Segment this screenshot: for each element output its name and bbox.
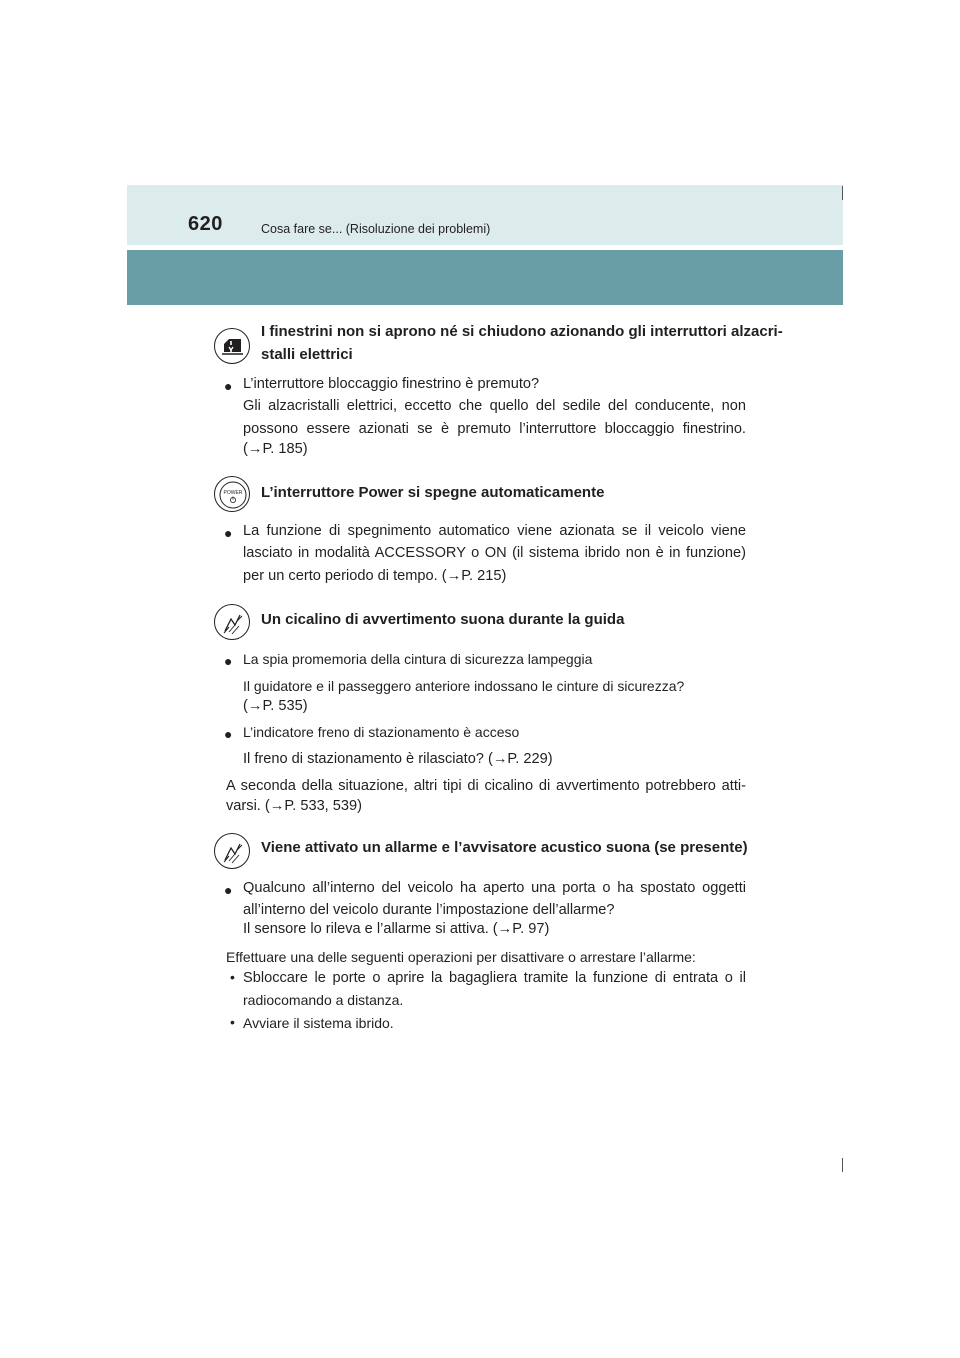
section2-title: L’interruttore Power si spegne automaticamente <box>261 484 605 501</box>
bullet-icon: ● <box>224 525 233 541</box>
warning-buzzer-icon <box>214 604 250 640</box>
section2-body-line3: per un certo periodo di tempo. (→P. 215) <box>243 568 507 584</box>
step-marker: • <box>230 969 235 985</box>
section3-bullet1-line1: Il guidatore e il passeggero anteriore indossano le cinture di sicurezza? <box>243 678 685 694</box>
section4-step1-line1: Sbloccare le porte o aprire la bagagliera tramite la funzione di entrata o il <box>243 970 746 986</box>
bullet-icon: ● <box>224 726 233 742</box>
section4-title: Viene attivato un allarme e l’avvisatore acustico suona (se presente) <box>261 839 748 856</box>
section3-bullet1-line2: (→P. 535) <box>243 698 308 714</box>
crop-mark-bottom <box>842 1158 843 1172</box>
power-window-icon <box>214 328 250 364</box>
section1-body-line1: Gli alzacristalli elettrici, eccetto che quello del sedile del conducente, non <box>243 398 746 414</box>
section2-body-line1: La funzione di spegnimento automatico viene azionata se il veicolo viene <box>243 523 746 539</box>
header-top-band <box>127 185 843 245</box>
section1-body-line3: (→P. 185) <box>243 441 308 457</box>
section4-step2: Avviare il sistema ibrido. <box>243 1015 394 1031</box>
section1-title-line1: I finestrini non si aprono né si chiudono azionando gli interruttori alzacri- <box>261 323 783 340</box>
crop-mark-top <box>842 186 843 200</box>
section3-bullet2-line1: Il freno di stazionamento è rilasciato? (→P. 229) <box>243 751 553 767</box>
alarm-buzzer-icon <box>214 833 250 869</box>
section3-note-line2: varsi. (→P. 533, 539) <box>226 798 363 814</box>
section4-body-line2: all’interno del veicolo durante l’impostazione dell’allarme? <box>243 902 615 918</box>
section4-instructions: Effettuare una delle seguenti operazioni per disattivare o arrestare l’allarme: <box>226 949 696 965</box>
section4-body-line1: Qualcuno all’interno del veicolo ha aperto una porta o ha spostato oggetti <box>243 880 746 896</box>
section3-bullet1: La spia promemoria della cintura di sicurezza lampeggia <box>243 651 593 667</box>
header-section-band <box>127 250 843 305</box>
bullet-icon: ● <box>224 653 233 669</box>
bullet-icon: ● <box>224 882 233 898</box>
section3-note-line1: A seconda della situazione, altri tipi di cicalino di avvertimento potrebbero atti- <box>226 778 746 794</box>
chapter-title: Cosa fare se... (Risoluzione dei problemi) <box>261 222 491 236</box>
bullet-icon: ● <box>224 378 233 394</box>
section4-step1-line2: radiocomando a distanza. <box>243 992 404 1008</box>
section3-bullet2: L’indicatore freno di stazionamento è acceso <box>243 724 520 740</box>
page-number: 620 <box>188 213 223 235</box>
section1-title-line2: stalli elettrici <box>261 346 353 363</box>
section1-body-line2: possono essere azionati se è premuto l’interruttore bloccaggio finestrino. <box>243 421 746 437</box>
section3-title: Un cicalino di avvertimento suona durante la guida <box>261 611 625 628</box>
section2-body-line2: lasciato in modalità ACCESSORY o ON (il sistema ibrido non è in funzione) <box>243 545 746 561</box>
section1-bullet1: L’interruttore bloccaggio finestrino è premuto? <box>243 376 540 392</box>
power-switch-icon <box>214 476 250 512</box>
section4-body-line3: Il sensore lo rileva e l’allarme si attiva. (→P. 97) <box>243 921 550 937</box>
power-label: POWER <box>223 490 243 496</box>
step-marker: • <box>230 1014 235 1030</box>
